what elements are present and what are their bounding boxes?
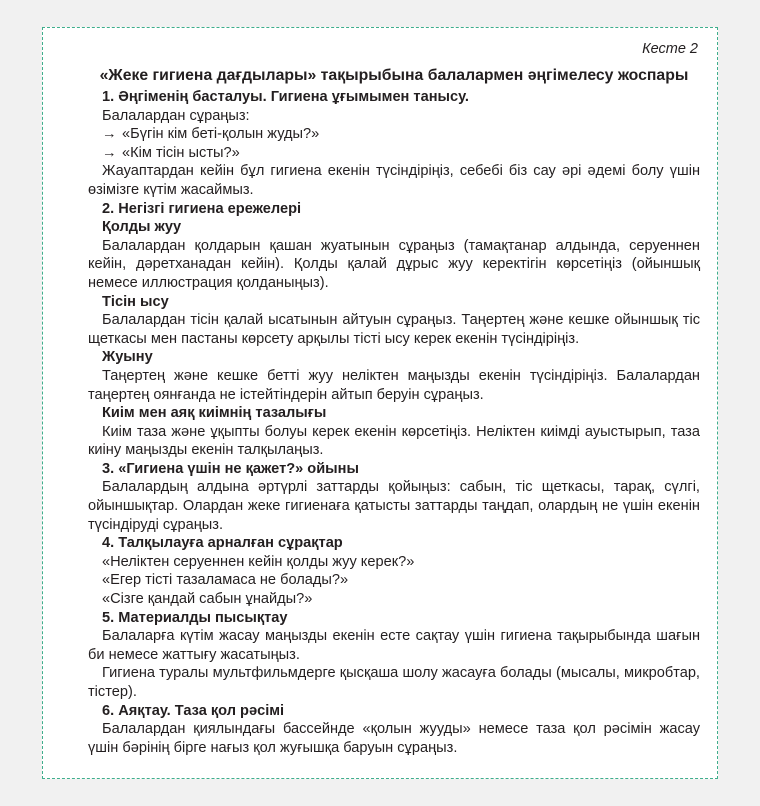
section-6-text: Балалардан қиялындағы бассейнде «қолын жууды» немесе таза қол рәсімін жасау үшін бәрінің бірге нағыз қол жуғышқа баруын сұраңыз. <box>88 721 700 756</box>
question-item: «Неліктен серуеннен кейін қолды жуу керек?» <box>102 553 415 570</box>
document-title: «Жеке гигиена дағдылары» тақырыбына балалармен әңгімелесу жоспары <box>99 67 689 84</box>
bullet-item <box>88 144 700 163</box>
section-1-intro: Балалардан сұраңыз: <box>102 107 250 124</box>
question-item: «Егер тісті тазаламаса не болады?» <box>102 572 349 589</box>
section-3-heading: 3. «Гигиена үшін не қажет?» ойыны <box>102 460 359 477</box>
bullet-text: «Бүгін кім беті-қолын жуды?» <box>122 126 320 143</box>
section-1-heading: 1. Әңгіменің басталуы. Гигиена ұғымымен танысу. <box>102 89 469 105</box>
section-5-text-1: Балаларға күтім жасау маңызды екенін есте сақтау үшін гигиена тақырыбында шағын би немесе жаттығу жасатыңыз. <box>88 628 700 663</box>
section-2-heading: 2. Негізгі гигиена ережелері <box>102 200 302 217</box>
section-4-heading: 4. Талқылауға арналған сұрақтар <box>102 535 343 552</box>
subsection-washing-text: Таңертең және кешке бетті жуу неліктен маңызды екенін түсіндіріңіз. Балалардан таңертең оянғанда не істейтіндерін айтып беруін сұраңыз. <box>88 367 700 403</box>
document-content <box>88 40 700 757</box>
document-frame <box>42 27 718 779</box>
section-5-text-2: Гигиена туралы мультфильмдерге қысқаша шолу жасауға болады (мысалы, микробтар, тістер). <box>88 665 700 700</box>
bullet-text: «Кім тісін ысты?» <box>122 144 240 161</box>
arrow-right-icon: → <box>102 126 117 143</box>
subsection-washing-heading: Жуыну <box>102 349 153 366</box>
subsection-clothes-text: Киім таза және ұқыпты болуы керек екенін көрсетіңіз. Неліктен киімді ауыстырып, таза киіну маңызды екенін талқылаңыз. <box>88 423 700 459</box>
section-6-heading: 6. Аяқтау. Таза қол рәсімі <box>102 702 285 719</box>
section-1-paragraph: Жауаптардан кейін бұл гигиена екенін түсіндіріңіз, себебі біз сау әрі әдемі болу үшін өзімізге күтім жасаймыз. <box>88 163 700 198</box>
arrow-right-icon: → <box>102 144 117 161</box>
table-label: Кесте 2 <box>642 41 698 57</box>
subsection-clothes-heading: Киім мен аяқ киімнің тазалығы <box>102 405 327 422</box>
bullet-item <box>88 125 700 144</box>
question-item: «Сізге қандай сабын ұнайды?» <box>102 591 313 608</box>
subsection-teeth-text: Балалардан тісін қалай ысатынын айтуын сұраңыз. Таңертең және кешке ойыншық тіс щеткасы мен пастаны көрсету арқылы тісті ысу керек екенін түсіндіріңіз. <box>88 312 700 347</box>
subsection-handwashing-heading: Қолды жуу <box>102 219 182 236</box>
section-3-text: Балалардың алдына әртүрлі заттарды қойыңыз: сабын, тіс щеткасы, тарақ, сүлгі, ойыншықтар. Олардан жеке гигиенаға қатысты заттарды таңдап, олардың не үшін екенін түсіндіруді сұраңыз. <box>88 479 700 533</box>
subsection-handwashing-text: Балалардан қолдарын қашан жуатынын сұраңыз (тамақтанар алдында, серуеннен кейін, дәретханадан кейін). Қолды қалай дұрыс жуу керектігін көрсетіңіз (ойыншық немесе иллюстрация қолданыңыз). <box>88 237 700 291</box>
subsection-teeth-heading: Тісін ысу <box>102 293 169 310</box>
section-5-heading: 5. Материалды пысықтау <box>102 609 288 626</box>
